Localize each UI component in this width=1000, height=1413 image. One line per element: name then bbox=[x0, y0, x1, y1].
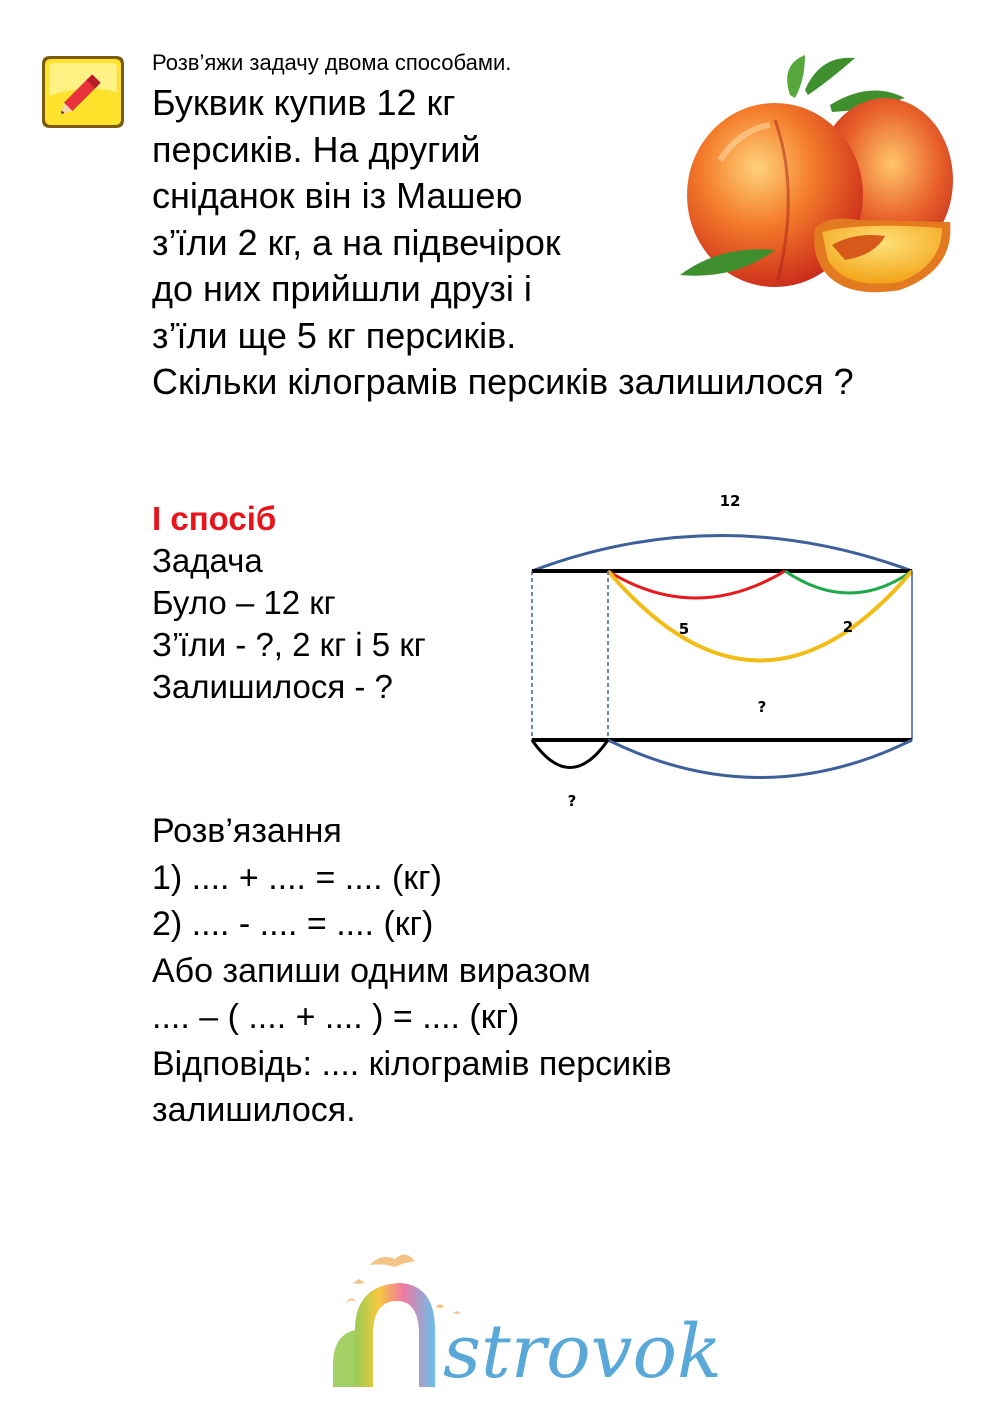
problem-line: з’їли ще 5 кг персиків. bbox=[152, 314, 517, 356]
method-line: Було – 12 кг bbox=[152, 584, 336, 621]
solution-step: 2) .... - .... = .... (кг) bbox=[152, 905, 434, 943]
solution-block bbox=[152, 808, 672, 1134]
bottom-arc bbox=[608, 740, 912, 778]
peach-icon bbox=[680, 50, 960, 300]
arc-five-label: 5 bbox=[678, 620, 690, 638]
instruction-text: Розв’яжи задачу двома способами. bbox=[152, 50, 512, 75]
total-label: 12 bbox=[719, 492, 741, 510]
method-title: І спосіб bbox=[152, 500, 277, 537]
answer-line: залишилося. bbox=[152, 1091, 356, 1129]
method-one bbox=[152, 498, 426, 708]
eaten-total-label: ? bbox=[757, 698, 767, 716]
method-line: З’їли - ?, 2 кг і 5 кг bbox=[152, 626, 426, 663]
segment-diagram bbox=[520, 480, 940, 820]
ostrovok-logo bbox=[315, 1245, 760, 1395]
problem-line: Скільки кілограмів персиків залишилося ? bbox=[152, 361, 854, 402]
problem-line: сніданок він із Машею bbox=[152, 175, 523, 216]
pencil-icon bbox=[38, 52, 128, 132]
problem-line: до них прийшли друзі і bbox=[152, 268, 532, 309]
problem-line: Буквик купив 12 кг bbox=[152, 82, 456, 123]
solution-heading: Розв’язання bbox=[152, 812, 342, 850]
answer-line: Відповідь: .... кілограмів персиків bbox=[152, 1044, 672, 1083]
problem-line: з’їли 2 кг, а на підвечірок bbox=[152, 221, 561, 263]
total-arc bbox=[532, 536, 912, 572]
solution-step: 1) .... + .... = .... (кг) bbox=[152, 858, 442, 897]
alt-heading: Або запиши одним виразом bbox=[152, 951, 591, 990]
logo-text: strovok bbox=[443, 1309, 722, 1395]
method-line: Залишилося - ? bbox=[152, 668, 393, 705]
method-line: Задача bbox=[152, 542, 263, 579]
arc-two-label: 2 bbox=[842, 618, 854, 636]
expression-line: .... – ( .... + .... ) = .... (кг) bbox=[152, 998, 520, 1036]
problem-line: персиків. На другий bbox=[152, 128, 481, 170]
arc-five bbox=[608, 571, 785, 598]
remaining-arc bbox=[532, 740, 608, 768]
remaining-label: ? bbox=[567, 792, 577, 810]
